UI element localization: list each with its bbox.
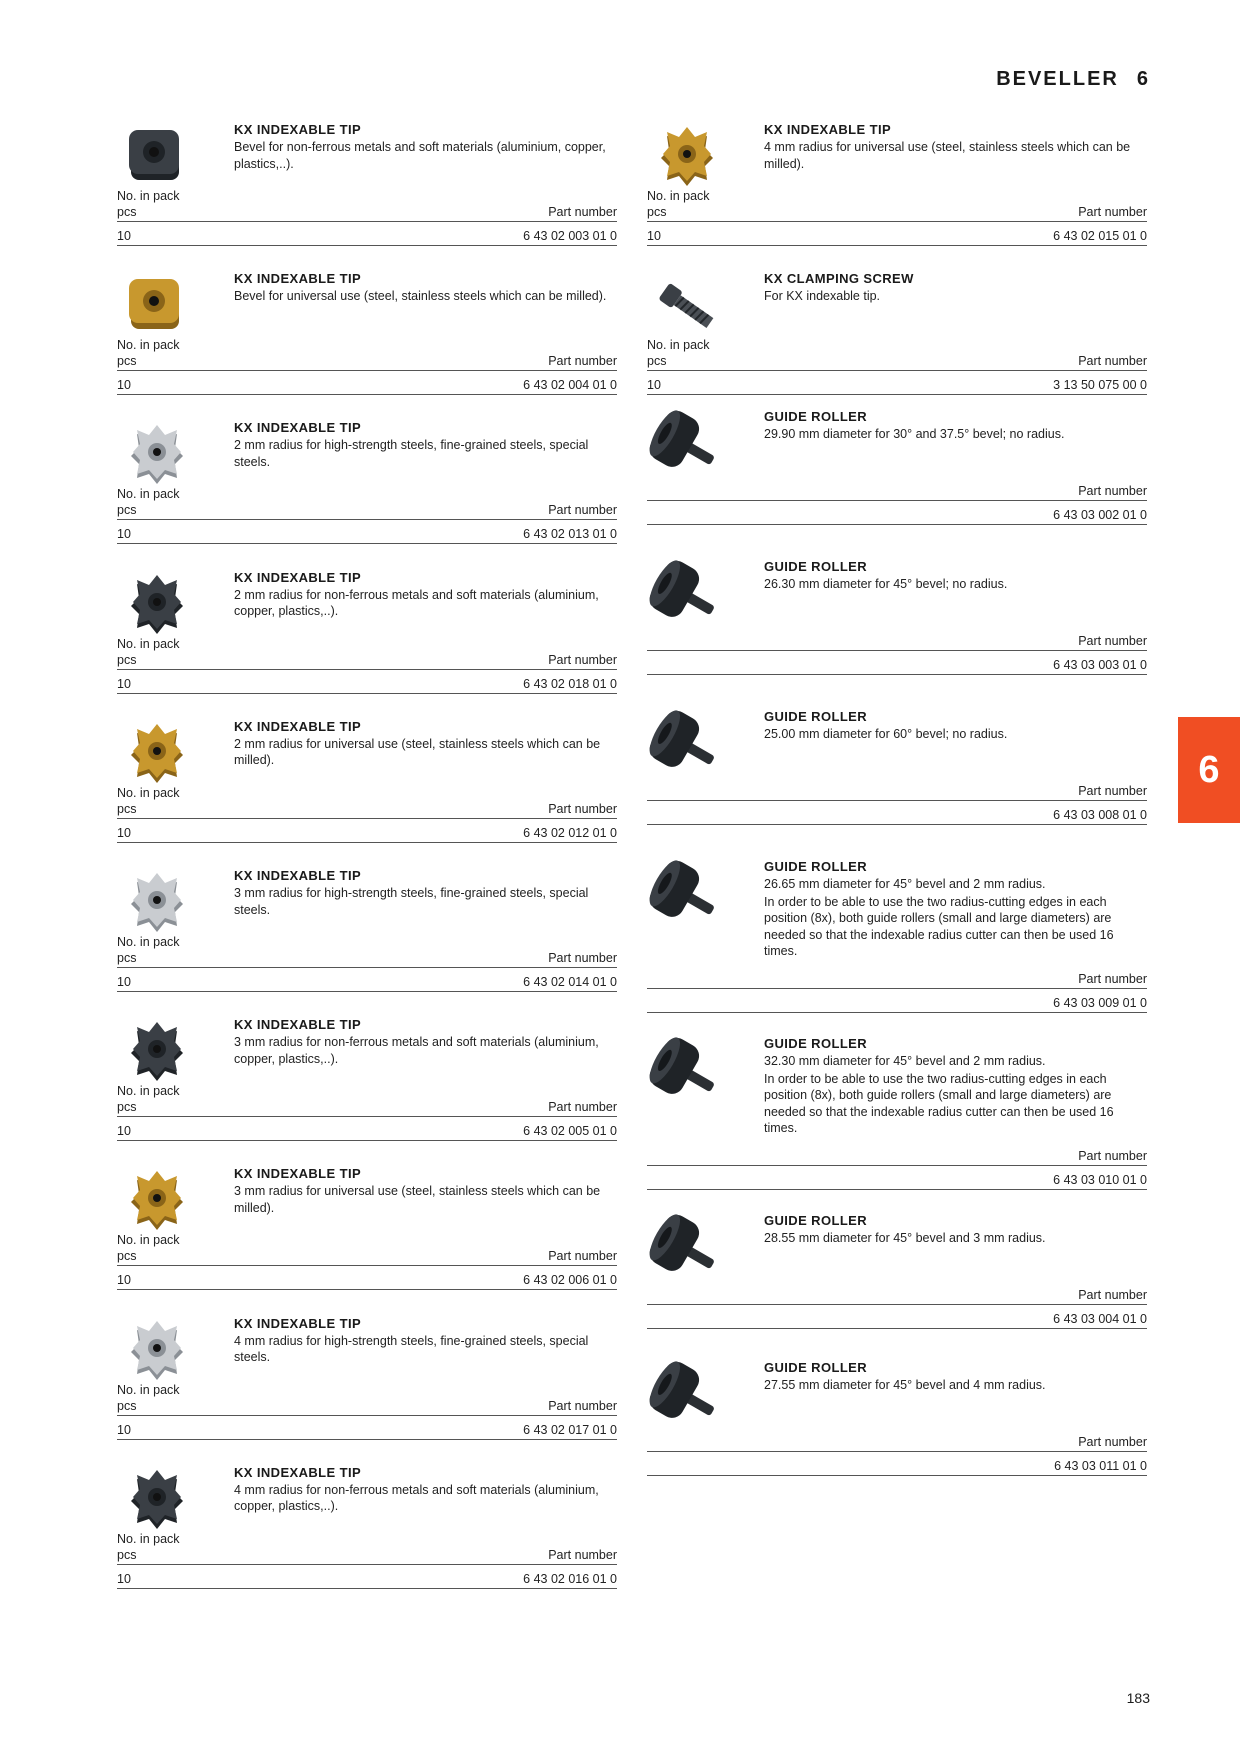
clamping-screw-icon [647, 267, 727, 347]
table-row[interactable] [117, 968, 617, 992]
product-info [234, 1316, 617, 1366]
product-info [764, 409, 1147, 443]
no-in-pack-label: No. in pack [117, 338, 180, 353]
pack-quantity: 10 [117, 378, 131, 393]
part-number-label: Part number [548, 205, 617, 219]
part-number[interactable]: 6 43 02 012 01 0 [523, 825, 617, 840]
part-number[interactable]: 6 43 03 003 01 0 [1053, 658, 1147, 672]
order-table [117, 1382, 617, 1440]
product-title: KX INDEXABLE TIP [234, 271, 362, 287]
product-description: 4 mm radius for non-ferrous metals and soft materials (aluminium, copper, plastics,..). [234, 1482, 599, 1514]
part-number[interactable]: 6 43 02 004 01 0 [523, 378, 617, 393]
product-description: 29.90 mm diameter for 30° and 37.5° bevel; no radius. [764, 427, 1065, 441]
pcs-label: pcs [117, 1100, 137, 1115]
table-row[interactable] [117, 1266, 617, 1290]
product-info [764, 122, 1147, 172]
guide-roller-icon [647, 1356, 727, 1436]
product-info [234, 1017, 617, 1067]
product-entry [647, 409, 1147, 549]
pcs-label: pcs [117, 503, 137, 518]
product-entry [647, 559, 1147, 699]
product-entry [117, 420, 617, 560]
radius-tip-dark-icon [117, 1013, 197, 1093]
radius-tip-silver-icon [117, 1312, 197, 1392]
order-table [117, 1531, 617, 1589]
part-number[interactable]: 3 13 50 075 00 0 [1053, 378, 1147, 392]
table-header [647, 1148, 1147, 1166]
product-description: Bevel for universal use (steel, stainless steels which can be milled). [234, 289, 607, 304]
product-title: GUIDE ROLLER [764, 709, 868, 724]
table-row[interactable] [647, 1452, 1147, 1476]
product-description: In order to be able to use the two radius-cutting edges in each position (8x), both guide rollers (small and large diameters) are needed so that the indexable radius cutter can then be used 16 times. [764, 1071, 1114, 1135]
pcs-label: pcs [117, 354, 137, 369]
part-number[interactable]: 6 43 03 010 01 0 [1053, 1173, 1147, 1187]
product-description: 4 mm radius for universal use (steel, stainless steels which can be milled). [764, 140, 1131, 171]
product-entry [647, 859, 1147, 1010]
radius-tip-dark-icon [117, 1461, 197, 1541]
page-number: 183 [1126, 1690, 1150, 1706]
pack-quantity: 10 [117, 1422, 131, 1437]
part-number-label: Part number [548, 801, 617, 816]
product-title: GUIDE ROLLER [764, 1213, 868, 1228]
product-description: For KX indexable tip. [764, 289, 881, 303]
part-number[interactable]: 6 43 02 017 01 0 [523, 1422, 617, 1437]
order-table [647, 1148, 1147, 1190]
product-title: KX INDEXABLE TIP [764, 122, 892, 137]
table-row[interactable] [117, 520, 617, 544]
table-header [117, 204, 617, 222]
table-header [647, 353, 1147, 371]
product-info [234, 271, 617, 305]
part-number[interactable]: 6 43 03 008 01 0 [1053, 808, 1147, 822]
pack-quantity: 10 [117, 1571, 131, 1586]
order-table [117, 188, 617, 246]
pcs-label: pcs [117, 1547, 137, 1562]
square-tip-dark-icon [117, 118, 197, 198]
no-in-pack-label: No. in pack [117, 636, 180, 651]
pcs-label: pcs [117, 801, 137, 816]
pcs-label: pcs [117, 951, 137, 965]
radius-tip-silver-icon [117, 864, 197, 944]
table-header [647, 783, 1147, 801]
table-header [117, 801, 617, 819]
product-entry [647, 1036, 1147, 1187]
part-number[interactable]: 6 43 03 004 01 0 [1053, 1312, 1147, 1326]
radius-tip-gold-icon [117, 1162, 197, 1242]
product-description: 2 mm radius for universal use (steel, stainless steels which can be milled). [234, 736, 601, 768]
product-title: KX INDEXABLE TIP [234, 1315, 362, 1331]
product-entry [117, 570, 617, 710]
part-number-label: Part number [548, 951, 617, 965]
table-header [117, 652, 617, 670]
table-header [117, 1398, 617, 1416]
pcs-label: pcs [117, 1398, 137, 1413]
no-in-pack-label: No. in pack [117, 1531, 180, 1546]
part-number-label: Part number [548, 1249, 617, 1264]
no-in-pack-label: No. in pack [647, 189, 710, 203]
table-row[interactable] [647, 989, 1147, 1013]
part-number-label: Part number [548, 354, 617, 369]
no-in-pack-label: No. in pack [117, 1382, 180, 1397]
product-title: GUIDE ROLLER [764, 1036, 868, 1051]
table-header [117, 1099, 617, 1117]
table-header [117, 1547, 617, 1565]
product-info [764, 859, 1147, 960]
table-header [647, 204, 1147, 222]
table-row[interactable] [117, 222, 617, 246]
table-row[interactable] [117, 1416, 617, 1440]
radius-tip-gold-icon [117, 715, 197, 795]
guide-roller-icon [647, 855, 727, 935]
part-number[interactable]: 6 43 03 002 01 0 [1053, 508, 1147, 522]
product-title: GUIDE ROLLER [764, 1360, 868, 1375]
product-entry [647, 122, 1147, 262]
pack-quantity: 10 [117, 1124, 131, 1139]
order-table [647, 1287, 1147, 1329]
part-number[interactable]: 6 43 03 009 01 0 [1053, 996, 1147, 1010]
product-entry [117, 122, 617, 262]
part-number[interactable]: 6 43 02 018 01 0 [523, 676, 617, 691]
pack-quantity: 10 [117, 825, 131, 840]
order-table [117, 636, 617, 694]
product-entry [647, 1213, 1147, 1353]
part-number-label: Part number [548, 503, 617, 518]
product-description: 26.65 mm diameter for 45° bevel and 2 mm radius. [764, 877, 1046, 891]
product-info [234, 719, 617, 769]
pack-quantity: 10 [117, 229, 131, 243]
part-number-label: Part number [1078, 1149, 1147, 1163]
pack-quantity: 10 [117, 676, 131, 691]
pack-quantity: 10 [117, 975, 131, 989]
pack-quantity: 10 [647, 378, 661, 392]
table-header [117, 353, 617, 371]
no-in-pack-label: No. in pack [117, 785, 180, 800]
page-header [996, 68, 1150, 91]
product-entry [117, 719, 617, 859]
product-description: 3 mm radius for non-ferrous metals and soft materials (aluminium, copper, plastics,..). [234, 1035, 599, 1066]
radius-tip-gold-icon [647, 118, 727, 198]
guide-roller-icon [647, 555, 727, 635]
table-header [647, 1434, 1147, 1452]
product-info [234, 122, 617, 172]
chapter-tab[interactable]: 6 [1178, 717, 1240, 823]
pcs-label: pcs [647, 205, 667, 219]
part-number-label: Part number [1078, 634, 1147, 648]
product-description: 27.55 mm diameter for 45° bevel and 4 mm radius. [764, 1378, 1046, 1392]
part-number-label: Part number [548, 1398, 617, 1413]
product-entry [647, 271, 1147, 411]
product-info [234, 420, 617, 470]
order-table [647, 188, 1147, 246]
part-number-label: Part number [1078, 354, 1147, 368]
order-table [647, 1434, 1147, 1476]
order-table [117, 785, 617, 843]
guide-roller-icon [647, 1032, 727, 1112]
order-table [647, 483, 1147, 525]
product-title: KX INDEXABLE TIP [234, 420, 362, 436]
product-info [764, 1213, 1147, 1247]
part-number[interactable]: 6 43 02 013 01 0 [523, 527, 617, 542]
guide-roller-icon [647, 405, 727, 485]
product-title: GUIDE ROLLER [764, 559, 868, 574]
part-number-label: Part number [1078, 1288, 1147, 1302]
order-table [647, 337, 1147, 395]
pack-quantity: 10 [117, 527, 131, 542]
pack-quantity: 10 [647, 229, 661, 243]
product-info [764, 709, 1147, 743]
table-row[interactable] [647, 1305, 1147, 1329]
no-in-pack-label: No. in pack [647, 338, 710, 352]
part-number-label: Part number [1078, 205, 1147, 219]
part-number-label: Part number [1078, 1435, 1147, 1449]
table-header [647, 633, 1147, 651]
product-description: 3 mm radius for high-strength steels, fine-grained steels, special steels. [234, 886, 589, 917]
product-description: 2 mm radius for non-ferrous metals and soft materials (aluminium, copper, plastics,..). [234, 587, 599, 619]
table-row[interactable] [117, 1117, 617, 1141]
table-row[interactable] [647, 501, 1147, 525]
product-info [764, 271, 1147, 305]
part-number-label: Part number [548, 1547, 617, 1562]
table-header [647, 483, 1147, 501]
product-description: 28.55 mm diameter for 45° bevel and 3 mm radius. [764, 1231, 1046, 1245]
table-row[interactable] [117, 371, 617, 395]
order-table [117, 1232, 617, 1290]
order-table [117, 486, 617, 544]
product-description: Bevel for non-ferrous metals and soft materials (aluminium, copper, plastics,..). [234, 140, 606, 171]
no-in-pack-label: No. in pack [117, 1233, 180, 1248]
pcs-label: pcs [117, 205, 137, 219]
product-title: KX INDEXABLE TIP [234, 1166, 362, 1182]
part-number-label: Part number [1078, 784, 1147, 798]
product-title: KX INDEXABLE TIP [234, 1017, 362, 1033]
product-title: KX CLAMPING SCREW [764, 271, 914, 286]
no-in-pack-label: No. in pack [117, 487, 180, 502]
product-entry [117, 1017, 617, 1157]
product-info [234, 1166, 617, 1216]
product-description: 3 mm radius for universal use (steel, stainless steels which can be milled). [234, 1184, 601, 1215]
product-description: In order to be able to use the two radius-cutting edges in each position (8x), both guide rollers (small and large diameters) are needed so that the indexable radius cutter can then be used 16 times. [764, 894, 1114, 958]
part-number-label: Part number [548, 652, 617, 667]
part-number[interactable]: 6 43 02 015 01 0 [1053, 229, 1147, 243]
pcs-label: pcs [647, 354, 667, 368]
no-in-pack-label: No. in pack [117, 1084, 180, 1099]
part-number[interactable]: 6 43 02 003 01 0 [523, 229, 617, 243]
table-row[interactable] [647, 1166, 1147, 1190]
product-title: KX INDEXABLE TIP [234, 1464, 362, 1480]
product-entry [117, 271, 617, 411]
part-number[interactable]: 6 43 02 006 01 0 [523, 1273, 617, 1288]
product-entry [647, 709, 1147, 849]
section-title: BEVELLER [996, 68, 1119, 90]
product-info [764, 1360, 1147, 1394]
product-info [764, 1036, 1147, 1137]
table-header [647, 971, 1147, 989]
table-row[interactable] [117, 819, 617, 843]
guide-roller-icon [647, 1209, 727, 1289]
product-title: GUIDE ROLLER [764, 859, 868, 874]
part-number-label: Part number [1078, 484, 1147, 498]
product-description: 26.30 mm diameter for 45° bevel; no radius. [764, 577, 1008, 591]
part-number[interactable]: 6 43 02 016 01 0 [523, 1571, 617, 1586]
table-row[interactable] [647, 801, 1147, 825]
pcs-label: pcs [117, 652, 137, 667]
table-header [647, 1287, 1147, 1305]
part-number-label: Part number [1078, 972, 1147, 986]
order-table [647, 971, 1147, 1013]
product-description: 4 mm radius for high-strength steels, fine-grained steels, special steels. [234, 1333, 589, 1365]
product-entry [117, 1166, 617, 1306]
product-info [234, 868, 617, 918]
table-row[interactable] [647, 651, 1147, 675]
order-table [117, 1083, 617, 1141]
guide-roller-icon [647, 705, 727, 785]
part-number-label: Part number [548, 1100, 617, 1115]
product-title: KX INDEXABLE TIP [234, 718, 362, 734]
part-number[interactable]: 6 43 02 014 01 0 [523, 975, 617, 989]
product-entry [117, 1316, 617, 1456]
part-number[interactable]: 6 43 03 011 01 0 [1054, 1459, 1147, 1473]
radius-tip-dark-icon [117, 566, 197, 646]
product-description: 25.00 mm diameter for 60° bevel; no radius. [764, 727, 1008, 741]
product-entry [117, 868, 617, 1008]
order-table [117, 337, 617, 395]
order-table [117, 934, 617, 992]
no-in-pack-label: No. in pack [117, 189, 180, 203]
no-in-pack-label: No. in pack [117, 935, 180, 949]
product-title: KX INDEXABLE TIP [234, 122, 362, 137]
product-info [234, 570, 617, 620]
part-number[interactable]: 6 43 02 005 01 0 [523, 1124, 617, 1139]
table-row[interactable] [117, 1565, 617, 1589]
product-info [234, 1465, 617, 1515]
product-title: KX INDEXABLE TIP [234, 868, 362, 883]
product-entry [647, 1360, 1147, 1500]
product-title: GUIDE ROLLER [764, 409, 868, 424]
section-number: 6 [1136, 68, 1150, 90]
product-info [764, 559, 1147, 593]
order-table [647, 783, 1147, 825]
table-row[interactable] [647, 371, 1147, 395]
table-header [117, 1248, 617, 1266]
table-header [117, 502, 617, 520]
order-table [647, 633, 1147, 675]
pack-quantity: 10 [117, 1273, 131, 1288]
product-title: KX INDEXABLE TIP [234, 569, 362, 585]
product-description: 2 mm radius for high-strength steels, fine-grained steels, special steels. [234, 438, 589, 469]
pcs-label: pcs [117, 1249, 137, 1264]
table-row[interactable] [647, 222, 1147, 246]
product-entry [117, 1465, 617, 1605]
radius-tip-silver-icon [117, 416, 197, 496]
table-row[interactable] [117, 670, 617, 694]
product-description: 32.30 mm diameter for 45° bevel and 2 mm radius. [764, 1054, 1046, 1068]
square-tip-gold-icon [117, 267, 197, 347]
table-header [117, 950, 617, 968]
